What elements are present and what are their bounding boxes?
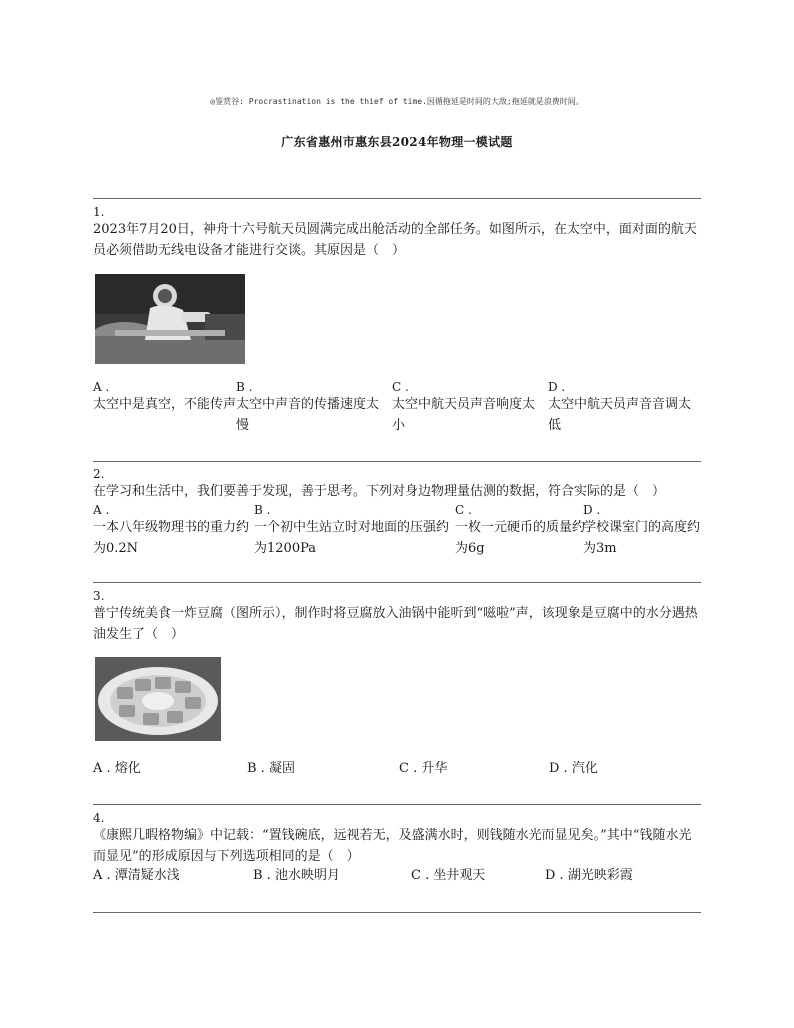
options-q3 xyxy=(93,759,701,781)
question-2 xyxy=(93,467,701,502)
question-number: 2. xyxy=(93,467,105,481)
option-text: 汽化 xyxy=(571,761,598,776)
question-number: 3. xyxy=(93,589,105,603)
option-c[interactable] xyxy=(455,503,585,559)
option-text: 凝固 xyxy=(268,761,295,776)
option-text: 湖光映彩霞 xyxy=(567,868,633,883)
option-text: 潭清疑水浅 xyxy=(114,868,180,883)
option-text: 太空中是真空，不能传声 xyxy=(93,397,237,412)
question-number: 1. xyxy=(93,205,105,219)
question-stem: 普宁传统美食一炸豆腐（图所示），制作时将豆腐放入油锅中能听到“嗞啦”声，该现象是豆腐中的水分遇热油发生了（ ） xyxy=(93,606,698,642)
divider xyxy=(93,461,701,462)
option-c[interactable] xyxy=(392,380,547,436)
astronaut-photo xyxy=(95,274,245,364)
option-d[interactable] xyxy=(548,380,703,436)
divider xyxy=(93,912,701,913)
option-c[interactable] xyxy=(399,759,447,779)
divider xyxy=(93,582,701,583)
divider xyxy=(93,804,701,805)
header-motto: ◎鉴赏谷: Procrastination is the thief of time.因循拖延是时间的大敌;拖延就是浪费时间。 xyxy=(210,97,584,106)
option-letter: B . xyxy=(253,868,271,883)
options-q1 xyxy=(93,380,701,433)
option-letter: C . xyxy=(399,761,418,776)
question-stem: 在学习和生活中，我们要善于发现，善于思考。下列对身边物理量估测的数据，符合实际的是（ ） xyxy=(93,484,666,499)
option-letter: C . xyxy=(392,380,409,394)
options-q2 xyxy=(93,503,701,556)
option-b[interactable] xyxy=(253,866,340,886)
option-letter: A . xyxy=(93,380,110,394)
option-text: 坐井观天 xyxy=(433,868,486,883)
option-text: 太空中航天员声音音调太低 xyxy=(548,397,692,433)
option-b[interactable] xyxy=(236,380,391,436)
question-number: 4. xyxy=(93,811,105,825)
option-letter: B . xyxy=(247,761,265,776)
option-a[interactable] xyxy=(93,503,251,559)
option-letter: C . xyxy=(411,868,430,883)
option-text: 一个初中生站立时对地面的压强约为1200Pa xyxy=(254,520,450,556)
question-1 xyxy=(93,205,701,261)
fried-tofu-photo xyxy=(95,657,221,741)
option-a[interactable] xyxy=(93,759,141,779)
page-title: 广东省惠州市惠东县2024年物理一模试题 xyxy=(281,135,513,149)
option-letter: B . xyxy=(236,380,253,394)
option-letter: B . xyxy=(254,503,271,517)
question-stem: 2023年7月20日，神舟十六号航天员圆满完成出舱活动的全部任务。如图所示，在太空中，面对面的航天员必须借助无线电设备才能进行交谈。其原因是（ ） xyxy=(93,222,697,258)
option-a[interactable] xyxy=(93,380,238,415)
divider xyxy=(93,198,701,199)
option-text: 一枚一元硬币的质量约为6g xyxy=(455,520,586,556)
option-letter: C . xyxy=(455,503,472,517)
option-text: 熔化 xyxy=(114,761,141,776)
option-a[interactable] xyxy=(93,866,180,886)
option-text: 太空中航天员声音响度太小 xyxy=(392,397,536,433)
option-d[interactable] xyxy=(549,759,598,779)
options-q4 xyxy=(93,866,701,888)
option-text: 太空中声音的传播速度太慢 xyxy=(236,397,380,433)
option-letter: D . xyxy=(548,380,566,394)
option-text: 学校课室门的高度约为3m xyxy=(583,520,701,556)
question-3 xyxy=(93,589,701,645)
option-b[interactable] xyxy=(247,759,295,779)
option-text: 一本八年级物理书的重力约为0.2N xyxy=(93,520,250,556)
question-4 xyxy=(93,811,701,867)
option-text: 升华 xyxy=(421,761,448,776)
option-letter: D . xyxy=(583,503,601,517)
option-d[interactable] xyxy=(545,866,633,886)
option-d[interactable] xyxy=(583,503,701,559)
option-text: 池水映明月 xyxy=(274,868,340,883)
option-letter: A . xyxy=(93,503,110,517)
option-letter: A . xyxy=(93,868,111,883)
option-letter: D . xyxy=(549,761,568,776)
option-b[interactable] xyxy=(254,503,452,559)
question-stem: 《康熙几暇格物编》中记载：“置钱碗底，远视若无，及盛满水时，则钱随水光而显见矣。”其中“钱随水光而显见”的形成原因与下列选项相同的是（ ） xyxy=(93,828,692,864)
option-letter: A . xyxy=(93,761,111,776)
option-letter: D . xyxy=(545,868,564,883)
option-c[interactable] xyxy=(411,866,485,886)
